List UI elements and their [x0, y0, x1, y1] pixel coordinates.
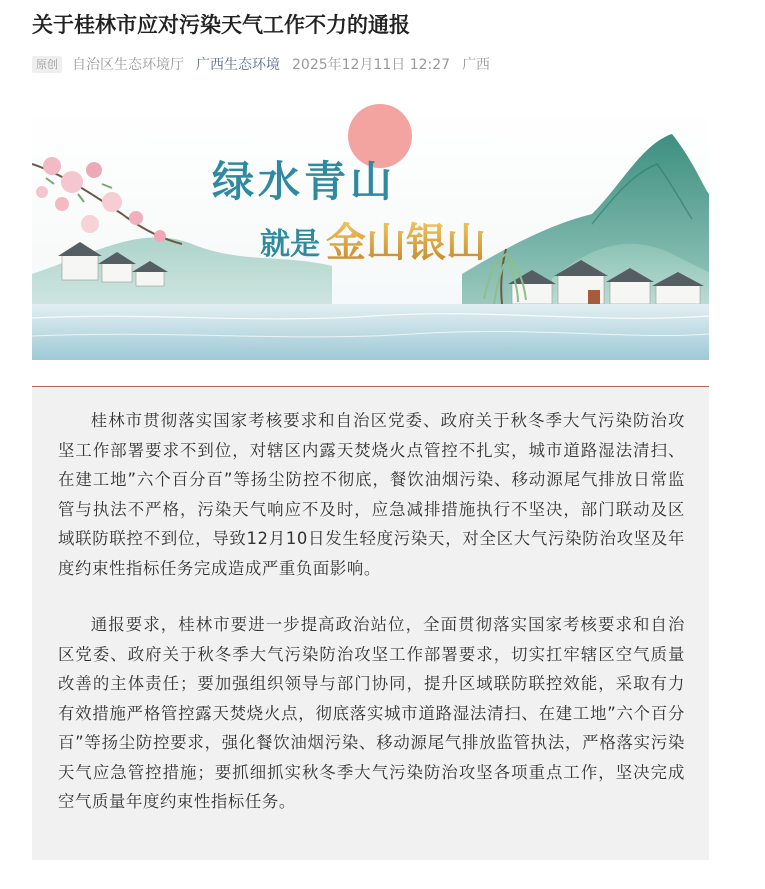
- publish-location: 广西: [462, 57, 491, 73]
- original-badge: 原创: [32, 56, 62, 73]
- paragraph-2: 通报要求，桂林市要进一步提高政治站位，全面贯彻落实国家考核要求和自治区党委、政府关于秋冬季大气污染防治攻坚工作部署要求，切实扛牢辖区空气质量改善的主体责任；要加强组织领导与部门协同，提升区域联防联控效能，采取有力有效措施严格管控露天焚烧火点，彻底落实城市道路湿法清扫、在建工地”六个百分百”等扬尘防控要求，强化餐饮油烟污染、移动源尾气排放监管执法，严格落实污染天气应急管控措施；要抓细抓实秋冬季大气污染防治攻坚各项重点工作，坚决完成空气质量年度约束性指标任务。: [58, 615, 685, 811]
- account-name-link[interactable]: 广西生态环境: [196, 57, 280, 73]
- article-title: 关于桂林市应对污染天气工作不力的通报: [32, 13, 410, 37]
- article-body: [32, 387, 709, 860]
- banner-slogan-line1: 绿水青山: [212, 157, 397, 206]
- banner-slogan-line2-prefix: 就是: [260, 227, 320, 262]
- banner-slogan-line2-highlight: 金山银山: [326, 219, 486, 266]
- article-meta: [32, 54, 490, 74]
- article-banner-image: [32, 104, 709, 360]
- article-source: 自治区生态环境厅: [72, 57, 184, 73]
- paragraph-1: 桂林市贯彻落实国家考核要求和自治区党委、政府关于秋冬季大气污染防治攻坚工作部署要求不到位，对辖区内露天焚烧火点管控不扎实，城市道路湿法清扫、在建工地”六个百分百”等扬尘防控不彻底，餐饮油烟污染、移动源尾气排放日常监管与执法不严格，污染天气响应不及时，应急减排措施执行不坚决，部门联动及区域联防联控不到位，导致12月10日发生轻度污染天，对全区大气污染防治攻坚及年度约束性指标任务完成造成严重负面影响。: [58, 411, 685, 578]
- publish-datetime: 2025年12月11日 12:27: [292, 57, 451, 73]
